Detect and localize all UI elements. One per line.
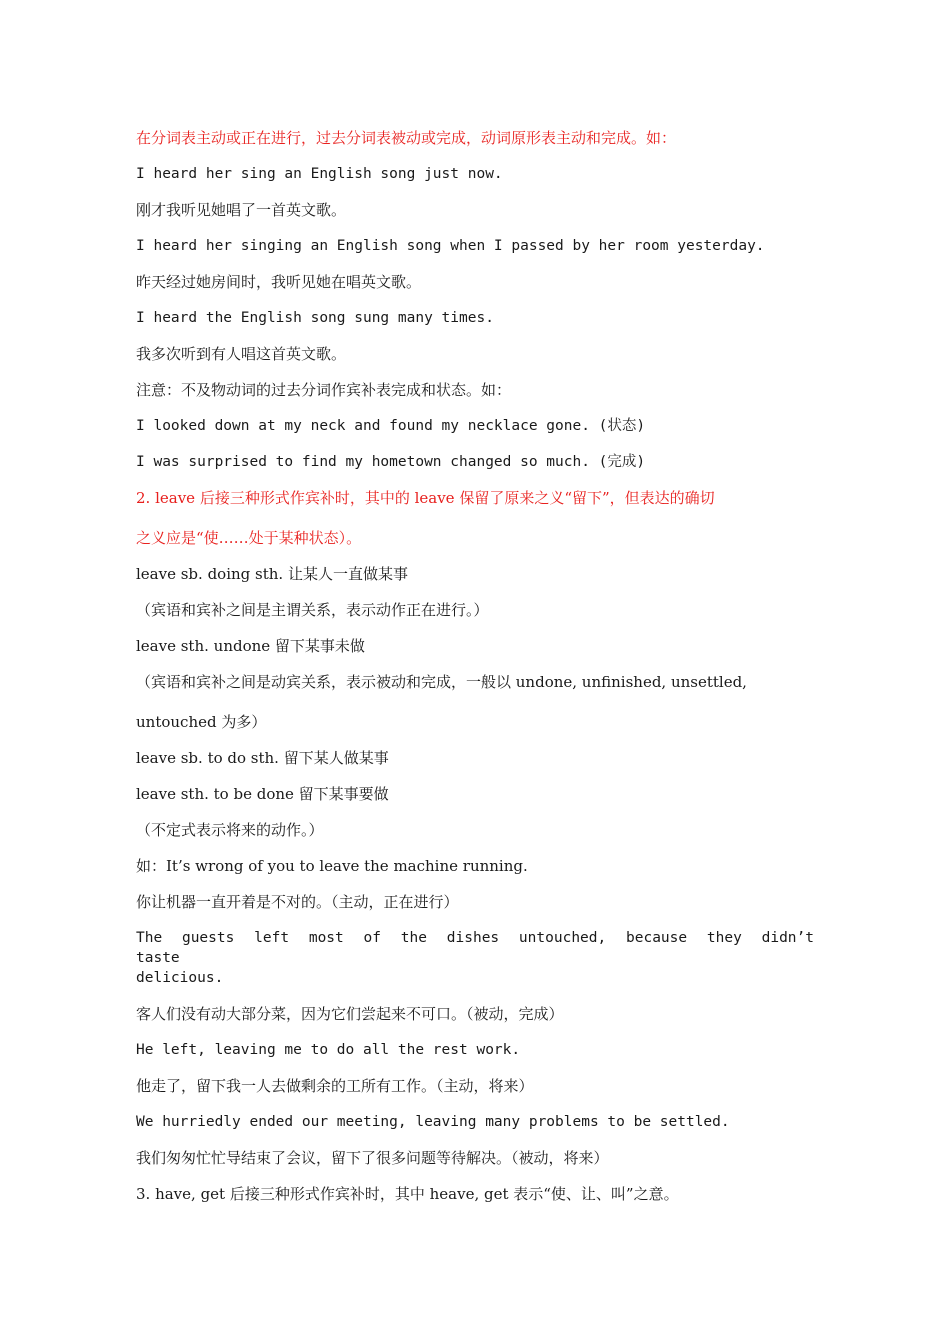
pattern-line: leave sb. doing sth. 让某人一直做某事 bbox=[136, 565, 408, 583]
example-translation: 我们匆匆忙忙导结束了会议，留下了很多问题等待解决。（被动，将来） bbox=[136, 1149, 609, 1167]
example-translation: 你让机器一直开着是不对的。（主动，正在进行） bbox=[136, 893, 459, 911]
pattern-explanation: （不定式表示将来的动作。） bbox=[136, 821, 324, 839]
example-sentence: We hurriedly ended our meeting, leaving many problems to be settled. bbox=[136, 1114, 730, 1130]
rule-heading-have-get: 3. have, get 后接三种形式作宾补时，其中 heave, get 表示“使、让、叫”之意。 bbox=[136, 1185, 679, 1203]
rule-heading-leave-cont: 之义应是“使……处于某种状态）。 bbox=[136, 529, 362, 547]
example-translation: 客人们没有动大部分菜，因为它们尝起来不可口。（被动，完成） bbox=[136, 1005, 564, 1023]
pattern-line: leave sth. undone 留下某事未做 bbox=[136, 637, 365, 655]
example-sentence: I looked down at my neck and found my necklace gone. (状态) bbox=[136, 418, 646, 434]
example-sentence: I heard her singing an English song when I passed by her room yesterday. bbox=[136, 238, 765, 254]
example-translation: 我多次听到有人唱这首英文歌。 bbox=[136, 345, 347, 363]
example-sentence: 如：It’s wrong of you to leave the machine running. bbox=[136, 857, 528, 875]
pattern-line: leave sb. to do sth. 留下某人做某事 bbox=[136, 749, 389, 767]
example-sentence: The guests left most of the dishes untouched, because they didn’t taste bbox=[136, 930, 814, 966]
example-sentence: He left, leaving me to do all the rest work. bbox=[136, 1042, 521, 1058]
example-sentence: I was surprised to find my hometown changed so much. (完成) bbox=[136, 454, 646, 470]
example-sentence-cont: delicious. bbox=[136, 970, 224, 986]
pattern-explanation-cont: untouched 为多） bbox=[136, 713, 267, 731]
note-text: 注意：不及物动词的过去分词作宾补表完成和状态。如： bbox=[136, 381, 512, 399]
rule-heading-leave: 2. leave 后接三种形式作宾补时，其中的 leave 保留了原来之义“留下”，但表达的确切 bbox=[136, 489, 715, 507]
pattern-line: leave sth. to be done 留下某事要做 bbox=[136, 785, 389, 803]
example-sentence: I heard her sing an English song just now. bbox=[136, 166, 503, 182]
example-translation: 刚才我听见她唱了一首英文歌。 bbox=[136, 201, 347, 219]
example-translation: 昨天经过她房间时，我听见她在唱英文歌。 bbox=[136, 273, 422, 291]
example-sentence: I heard the English song sung many times. bbox=[136, 310, 494, 326]
pattern-explanation: （宾语和宾补之间是主谓关系，表示动作正在进行。） bbox=[136, 601, 489, 619]
example-translation: 他走了，留下我一人去做剩余的工所有工作。（主动，将来） bbox=[136, 1077, 534, 1095]
rule-heading-participles: 在分词表主动或正在进行，过去分词表被动或完成，动词原形表主动和完成。如： bbox=[136, 129, 677, 147]
pattern-explanation: （宾语和宾补之间是动宾关系，表示被动和完成，一般以 undone, unfinished, unsettled, bbox=[136, 673, 747, 691]
